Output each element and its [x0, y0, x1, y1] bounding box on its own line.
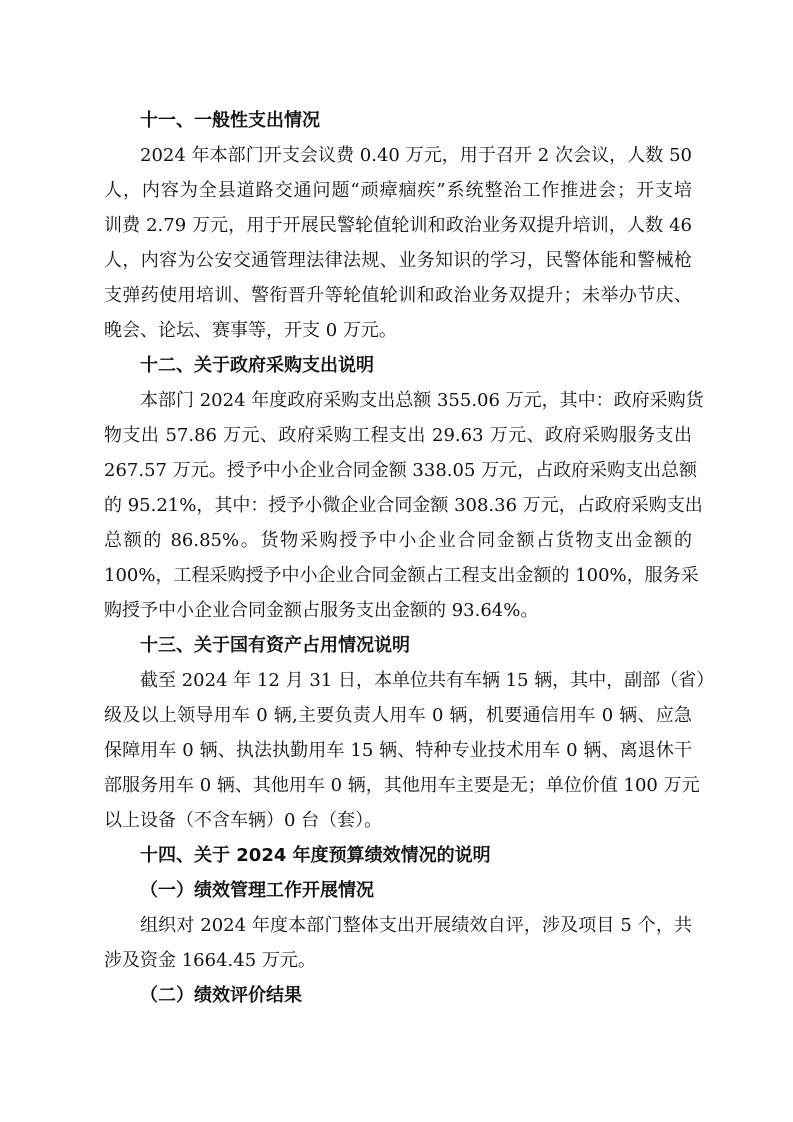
section-heading: 十三、关于国有资产占用情况说明 [140, 635, 410, 656]
section-budget-performance [104, 838, 692, 1013]
paragraph-line: 267.57 万元。授予中小企业合同金额 338.05 万元，占政府采购支出总额 [104, 460, 698, 481]
paragraph-line: 晚会、论坛、赛事等，开支 0 万元。 [104, 320, 397, 341]
paragraph-line: 保障用车 0 辆、执法执勤用车 15 辆、特种专业技术用车 0 辆、离退休干 [104, 740, 692, 761]
paragraph-line: 物支出 57.86 万元、政府采购工程支出 29.63 万元、政府采购服务支出 [104, 425, 692, 446]
paragraph-line: 的 95.21%，其中：授予小微企业合同金额 308.36 万元，占政府采购支出 [104, 495, 703, 516]
paragraph-line: 2024 年本部门开支会议费 0.40 万元，用于召开 2 次会议，人数 50 [140, 145, 692, 166]
section-state-assets [104, 628, 715, 838]
paragraph-line: 级及以上领导用车 0 辆,主要负责人用车 0 辆，机要通信用车 0 辆、应急 [104, 705, 692, 726]
paragraph-line: 以上设备（不含车辆）0 台（套）。 [104, 810, 383, 831]
section-government-procurement [104, 348, 704, 628]
paragraph-line: 购授予中小企业合同金额占服务支出金额的 93.64%。 [104, 600, 539, 621]
paragraph-line: 100%，工程采购授予中小企业合同金额占工程支出金额的 100%，服务采 [104, 565, 699, 586]
section-paragraph [104, 138, 692, 348]
paragraph-line: 截至 2024 年 12 月 31 日，本单位共有车辆 15 辆，其中，副部（省） [140, 670, 715, 691]
subsection-heading: （一）绩效管理工作开展情况 [140, 880, 374, 901]
paragraph-line: 支弹药使用培训、警衔晋升等轮值轮训和政治业务双提升；未举办节庆、 [104, 285, 692, 306]
section-paragraph [104, 663, 715, 838]
section-paragraph [104, 908, 692, 978]
paragraph-line: 人，内容为全县道路交通问题“顽瘴痼疾”系统整治工作推进会；开支培 [104, 180, 692, 201]
subsection-heading: （二）绩效评价结果 [140, 985, 302, 1006]
paragraph-line: 本部门 2024 年度政府采购支出总额 355.06 万元，其中：政府采购货 [140, 390, 704, 411]
paragraph-line: 训费 2.79 万元，用于开展民警轮值轮训和政治业务双提升培训，人数 46 [104, 215, 692, 236]
section-paragraph [104, 383, 704, 628]
paragraph-line: 总额的 86.85%。货物采购授予中小企业合同金额占货物支出金额的 [104, 530, 692, 551]
section-heading: 十一、一般性支出情况 [140, 110, 320, 131]
paragraph-line: 涉及资金 1664.45 万元。 [104, 950, 316, 971]
section-heading: 十二、关于政府采购支出说明 [140, 355, 374, 376]
paragraph-line: 人，内容为公安交通管理法律法规、业务知识的学习，民警体能和警械枪 [104, 250, 692, 271]
paragraph-line: 组织对 2024 年度本部门整体支出开展绩效自评，涉及项目 5 个，共 [140, 915, 692, 936]
section-general-expenditure [104, 103, 692, 348]
paragraph-line: 部服务用车 0 辆、其他用车 0 辆，其他用车主要是无；单位价值 100 万元 [104, 775, 700, 796]
document-page [104, 103, 715, 1013]
section-heading: 十四、关于 2024 年度预算绩效情况的说明 [140, 845, 491, 866]
